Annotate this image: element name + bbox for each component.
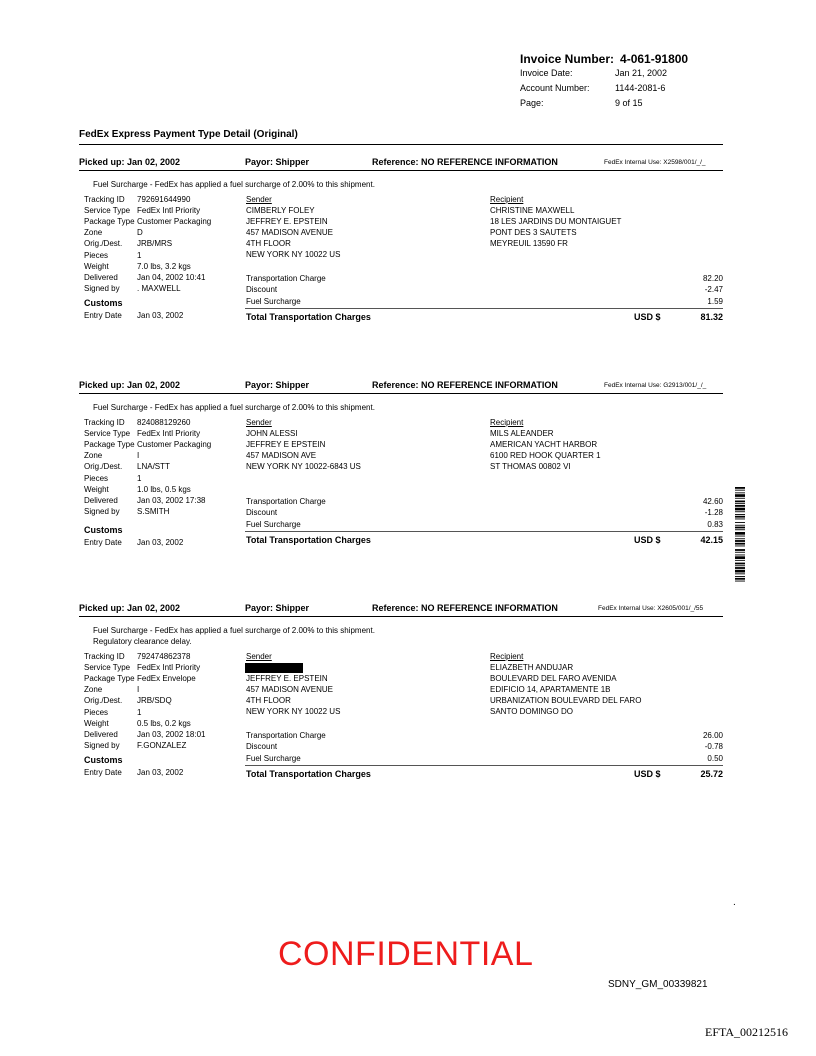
recipient-line: ELIAZBETH ANDUJAR <box>490 663 574 672</box>
detail-label: Weight <box>84 718 109 728</box>
charge-amount: 0.83 <box>707 519 723 529</box>
recipient-line: MEYREUIL 13590 FR <box>490 239 568 248</box>
sender-heading: Sender <box>246 418 272 427</box>
detail-label: Zone <box>84 685 103 695</box>
entry-date-label: Entry Date <box>84 768 122 777</box>
customs-heading: Customs <box>84 525 123 535</box>
detail-value: 1.0 lbs, 0.5 kgs <box>137 484 191 494</box>
detail-label: Tracking ID <box>84 195 125 204</box>
detail-value: 792474862378 <box>137 652 191 661</box>
page-value: 9 of 15 <box>615 98 643 108</box>
detail-value: FedEx Intl Priority <box>137 663 201 673</box>
detail-label: Zone <box>84 451 103 461</box>
detail-value: 1 <box>137 707 142 717</box>
detail-value: FedEx Envelope <box>137 674 196 684</box>
recipient-line: 6100 RED HOOK QUARTER 1 <box>490 451 601 460</box>
charge-amount: 82.20 <box>702 274 723 283</box>
shipment-note: Fuel Surcharge - FedEx has applied a fuel surcharge of 2.00% to this shipment. <box>93 626 375 635</box>
charge-label: Transportation Charge <box>246 274 326 283</box>
detail-label: Pieces <box>84 473 109 483</box>
internal-use-code: FedEx Internal Use: X2598/001/_/_ <box>604 159 706 166</box>
charge-amount: -2.47 <box>704 285 723 295</box>
total-label: Total Transportation Charges <box>246 312 371 322</box>
detail-label: Service Type <box>84 206 131 216</box>
detail-label: Pieces <box>84 250 109 260</box>
recipient-line: BOULEVARD DEL FARO AVENIDA <box>490 674 617 683</box>
detail-label: Package Type <box>84 674 135 684</box>
detail-value: 824088129260 <box>137 418 191 427</box>
detail-label: Package Type <box>84 217 135 227</box>
detail-value: Jan 03, 2002 18:01 <box>137 729 206 739</box>
detail-value: D <box>137 228 143 238</box>
detail-label: Service Type <box>84 429 131 439</box>
detail-label: Orig./Dest. <box>84 696 123 706</box>
charge-label: Fuel Surcharge <box>246 519 301 529</box>
redaction-box <box>245 663 303 673</box>
detail-label: Orig./Dest. <box>84 462 123 472</box>
sender-line: 457 MADISON AVE <box>246 451 317 460</box>
invoice-number-heading <box>520 52 688 66</box>
detail-label: Signed by <box>84 740 120 750</box>
detail-value: JRB/MRS <box>137 239 173 249</box>
page-label: Page: <box>520 98 544 108</box>
detail-label: Package Type <box>84 440 135 450</box>
entry-date-value: Jan 03, 2002 <box>137 311 184 320</box>
sender-line: 4TH FLOOR <box>246 239 291 248</box>
charges-divider <box>245 308 723 309</box>
detail-label: Tracking ID <box>84 418 125 427</box>
detail-label: Service Type <box>84 663 131 673</box>
total-amount: 42.15 <box>700 535 723 545</box>
reference: Reference: NO REFERENCE INFORMATION <box>372 157 558 167</box>
detail-value: Customer Packaging <box>137 440 212 450</box>
charge-label: Discount <box>246 742 278 752</box>
detail-value: . MAXWELL <box>137 283 181 293</box>
entry-date-label: Entry Date <box>84 311 122 320</box>
detail-value: JRB/SDQ <box>137 696 172 706</box>
recipient-line: AMERICAN YACHT HARBOR <box>490 440 598 449</box>
detail-value: 7.0 lbs, 3.2 kgs <box>137 261 191 271</box>
entry-date-label: Entry Date <box>84 538 122 547</box>
sender-line: NEW YORK NY 10022 US <box>246 707 341 716</box>
recipient-heading: Recipient <box>490 652 524 661</box>
sender-line: JOHN ALESSI <box>246 429 298 438</box>
charge-label: Fuel Surcharge <box>246 296 301 306</box>
bates-number: SDNY_GM_00339821 <box>608 979 708 990</box>
total-currency: USD $ <box>634 769 661 779</box>
reference: Reference: NO REFERENCE INFORMATION <box>372 380 558 390</box>
picked-up-date: Picked up: Jan 02, 2002 <box>79 157 181 167</box>
sender-line: 457 MADISON AVENUE <box>246 685 333 694</box>
recipient-line: ST THOMAS 00802 VI <box>490 462 571 471</box>
recipient-heading: Recipient <box>490 418 524 427</box>
total-label: Total Transportation Charges <box>246 535 371 545</box>
picked-up-date: Picked up: Jan 02, 2002 <box>79 603 181 613</box>
detail-value: S.SMITH <box>137 506 170 516</box>
detail-label: Signed by <box>84 506 120 516</box>
recipient-line: PONT DES 3 SAUTETS <box>490 228 577 237</box>
invoice-date-value: Jan 21, 2002 <box>615 68 668 78</box>
charge-amount: 42.60 <box>702 497 723 506</box>
detail-value: Jan 03, 2002 17:38 <box>137 495 206 505</box>
efta-number: EFTA_00212516 <box>705 1025 789 1039</box>
sender-line: NEW YORK NY 10022-6843 US <box>246 462 361 471</box>
invoice-number-value: 4-061-91800 <box>620 52 689 66</box>
sender-line: NEW YORK NY 10022 US <box>246 250 341 259</box>
charge-label: Discount <box>246 285 278 295</box>
detail-label: Pieces <box>84 707 109 717</box>
charges-divider <box>245 765 723 766</box>
invoice-date-label: Invoice Date: <box>520 68 573 78</box>
shipment-header-divider <box>79 170 723 171</box>
payor: Payor: Shipper <box>245 157 310 167</box>
recipient-line: SANTO DOMINGO DO <box>490 707 573 716</box>
shipment-header-divider <box>79 616 723 617</box>
total-amount: 25.72 <box>700 769 723 779</box>
recipient-line: CHRISTINE MAXWELL <box>490 206 575 215</box>
charge-amount: 1.59 <box>707 296 723 306</box>
sender-line: JEFFREY E. EPSTEIN <box>246 217 328 226</box>
detail-label: Delivered <box>84 272 118 282</box>
shipment-note: Fuel Surcharge - FedEx has applied a fuel surcharge of 2.00% to this shipment. <box>93 180 375 189</box>
entry-date-value: Jan 03, 2002 <box>137 768 184 777</box>
detail-label: Tracking ID <box>84 652 125 661</box>
detail-label: Weight <box>84 484 109 494</box>
sender-line: CIMBERLY FOLEY <box>246 206 315 215</box>
sender-line: JEFFREY E. EPSTEIN <box>246 674 328 683</box>
confidential-stamp: CONFIDENTIAL <box>278 935 534 973</box>
sender-heading: Sender <box>246 195 272 204</box>
detail-value: F.GONZALEZ <box>137 740 187 750</box>
picked-up-date: Picked up: Jan 02, 2002 <box>79 380 181 390</box>
sender-line: 457 MADISON AVENUE <box>246 228 333 237</box>
charge-amount: -0.78 <box>704 742 723 752</box>
section-divider <box>79 144 723 145</box>
recipient-line: 18 LES JARDINS DU MONTAIGUET <box>490 217 622 226</box>
detail-value: FedEx Intl Priority <box>137 429 201 439</box>
customs-heading: Customs <box>84 755 123 765</box>
internal-use-code: FedEx Internal Use: X2605/001/_/55 <box>598 605 704 612</box>
recipient-line: EDIFICIO 14, APARTAMENTE 1B <box>490 685 611 694</box>
total-amount: 81.32 <box>700 312 723 322</box>
charge-amount: 0.50 <box>707 753 723 763</box>
detail-label: Delivered <box>84 729 118 739</box>
stray-mark: . <box>733 897 736 908</box>
charge-label: Fuel Surcharge <box>246 753 301 763</box>
entry-date-value: Jan 03, 2002 <box>137 538 184 547</box>
sender-line: 4TH FLOOR <box>246 696 291 705</box>
detail-label: Delivered <box>84 495 118 505</box>
account-number-label: Account Number: <box>520 83 590 93</box>
sender-heading: Sender <box>246 652 272 661</box>
detail-label: Signed by <box>84 283 120 293</box>
invoice-number-label: Invoice Number: <box>520 52 615 66</box>
barcode-image <box>735 487 745 582</box>
charge-amount: 26.00 <box>702 731 723 740</box>
detail-value: 792691644990 <box>137 195 191 204</box>
detail-value: Customer Packaging <box>137 217 212 227</box>
recipient-heading: Recipient <box>490 195 524 204</box>
detail-value: Jan 04, 2002 10:41 <box>137 272 206 282</box>
detail-value: FedEx Intl Priority <box>137 206 201 216</box>
detail-label: Zone <box>84 228 103 238</box>
charge-label: Discount <box>246 508 278 518</box>
payor: Payor: Shipper <box>245 380 310 390</box>
detail-value: I <box>137 451 140 461</box>
internal-use-code: FedEx Internal Use: G2913/001/_/_ <box>604 382 707 389</box>
customs-heading: Customs <box>84 298 123 308</box>
recipient-line: MILS ALEANDER <box>490 429 554 438</box>
detail-value: LNA/STT <box>137 462 170 472</box>
total-currency: USD $ <box>634 312 661 322</box>
charges-divider <box>245 531 723 532</box>
sender-line: JEFFREY E EPSTEIN <box>246 440 326 449</box>
total-currency: USD $ <box>634 535 661 545</box>
section-title: FedEx Express Payment Type Detail (Original) <box>79 129 298 140</box>
detail-label: Weight <box>84 261 109 271</box>
payor: Payor: Shipper <box>245 603 310 613</box>
account-number-value: 1144-2081-6 <box>615 83 666 93</box>
shipment-note: Fuel Surcharge - FedEx has applied a fuel surcharge of 2.00% to this shipment. <box>93 403 375 412</box>
detail-value: 0.5 lbs, 0.2 kgs <box>137 718 191 728</box>
charge-label: Transportation Charge <box>246 497 326 506</box>
detail-label: Orig./Dest. <box>84 239 123 249</box>
total-label: Total Transportation Charges <box>246 769 371 779</box>
detail-value: 1 <box>137 473 142 483</box>
shipment-note: Regulatory clearance delay. <box>93 637 192 646</box>
charge-label: Transportation Charge <box>246 731 326 740</box>
shipment-header-divider <box>79 393 723 394</box>
detail-value: 1 <box>137 250 142 260</box>
reference: Reference: NO REFERENCE INFORMATION <box>372 603 558 613</box>
detail-value: I <box>137 685 140 695</box>
recipient-line: URBANIZATION BOULEVARD DEL FARO <box>490 696 642 705</box>
charge-amount: -1.28 <box>704 508 723 518</box>
